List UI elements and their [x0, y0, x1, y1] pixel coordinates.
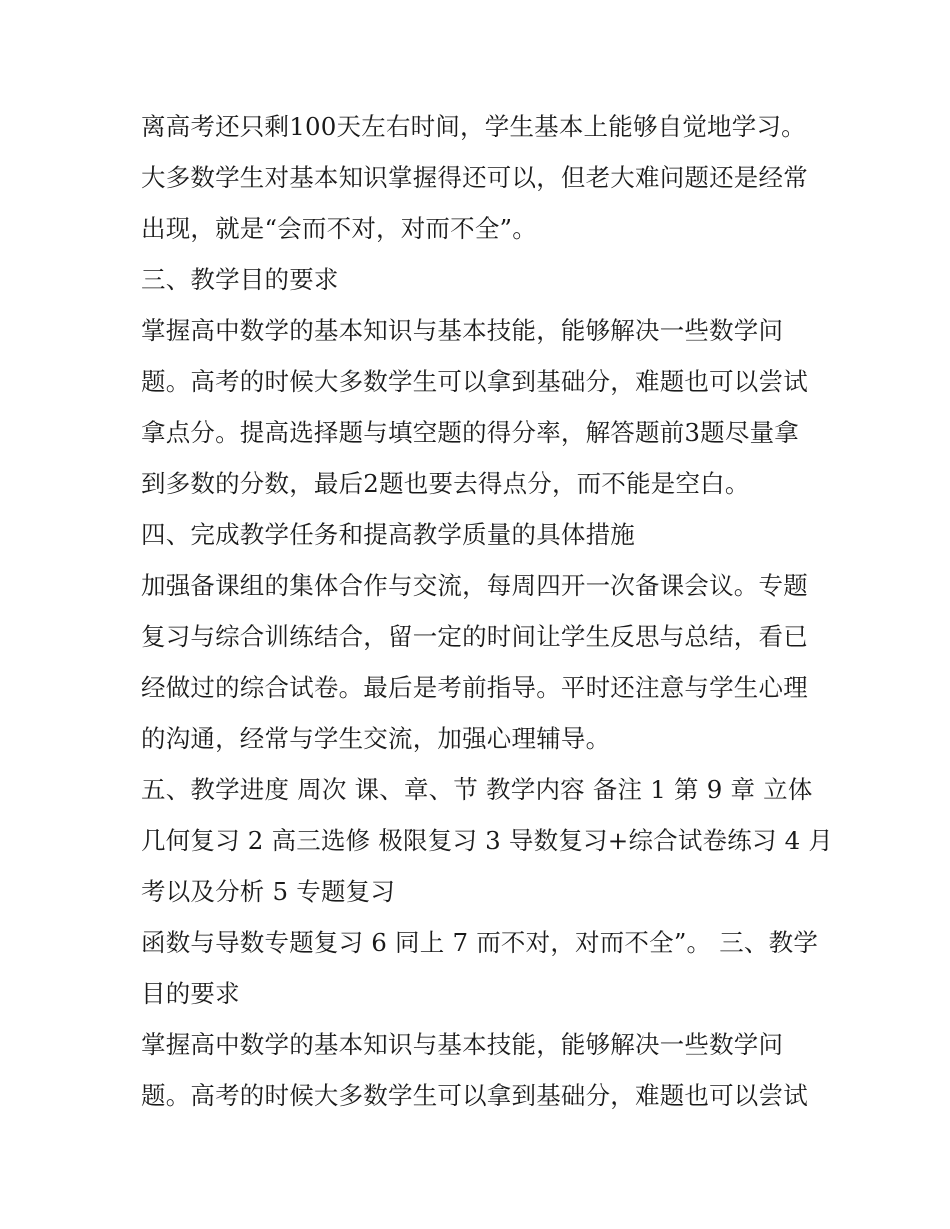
text-line: 函数与导数专题复习 6 同上 7 而不对，对而不全”。 三、教学: [141, 928, 819, 957]
text-line: 的沟通，经常与学生交流，加强心理辅导。: [141, 724, 611, 753]
text-line: 目的要求: [141, 979, 240, 1008]
text-line: 掌握高中数学的基本知识与基本技能，能够解决一些数学问: [141, 1030, 784, 1059]
document-body: [141, 101, 834, 1121]
text-line: 题。高考的时候大多数学生可以拿到基础分，难题也可以尝试: [141, 1081, 808, 1110]
section-heading: 五、教学进度 周次 课、章、节 教学内容 备注 1 第 9 章 立体: [141, 775, 813, 804]
text-line: 掌握高中数学的基本知识与基本技能，能够解决一些数学问: [141, 316, 784, 345]
text-line: 到多数的分数，最后2题也要去得点分，而不能是空白。: [141, 469, 750, 498]
text-line: 拿点分。提高选择题与填空题的得分率，解答题前3题尽量拿: [141, 418, 799, 447]
text-line: 几何复习 2 高三选修 极限复习 3 导数复习+综合试卷练习 4 月: [141, 826, 834, 855]
text-line: 考以及分析 5 专题复习: [141, 877, 396, 906]
text-line: 大多数学生对基本知识掌握得还可以，但老大难问题还是经常: [141, 163, 808, 192]
text-line: 加强备课组的集体合作与交流，每周四开一次备课会议。专题: [141, 571, 808, 600]
text-line: 出现，就是“会而不对，对而不全”。: [141, 214, 537, 243]
text-line: 离高考还只剩100天左右时间，学生基本上能够自觉地学习。: [141, 112, 806, 141]
text-line: 经做过的综合试卷。最后是考前指导。平时还注意与学生心理: [141, 673, 808, 702]
section-heading: 四、完成教学任务和提高教学质量的具体措施: [141, 520, 635, 549]
section-heading: 三、教学目的要求: [141, 265, 339, 294]
text-line: 复习与综合训练结合，留一定的时间让学生反思与总结，看已: [141, 622, 808, 651]
text-line: 题。高考的时候大多数学生可以拿到基础分，难题也可以尝试: [141, 367, 808, 396]
